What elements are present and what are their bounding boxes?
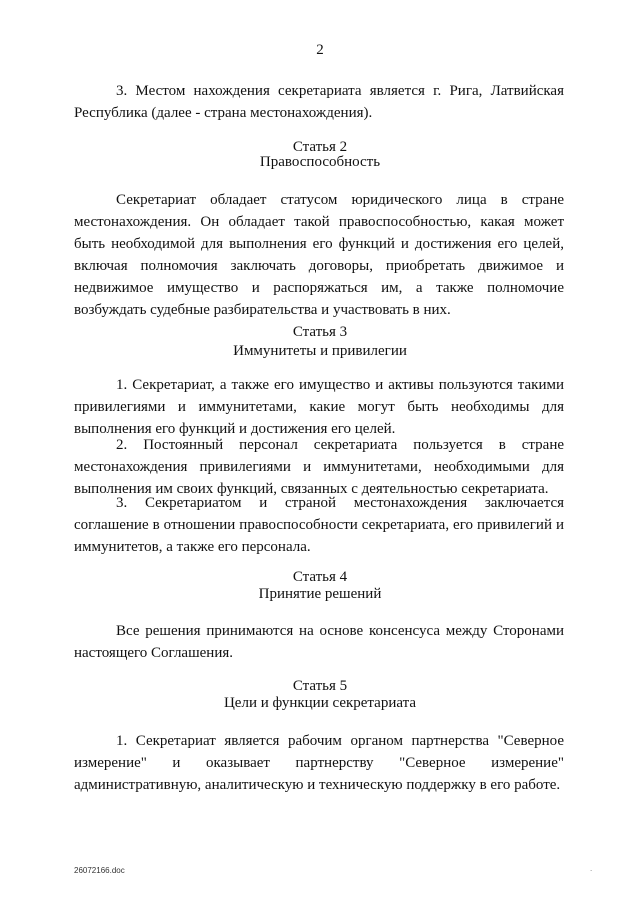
article-3-number: Статья 3 — [292, 324, 348, 340]
article-4-title: Принятие решений — [258, 586, 382, 602]
article-5-number: Статья 5 — [292, 678, 348, 694]
article-5-title: Цели и функции секретариата — [223, 695, 417, 711]
article-3-paragraph-2: 2. Постоянный персонал секретариата пользуется в стране местонахождения привилегиями и иммунитетами, необходимыми для выполнения им своих функций, связанных с деятельностью секретариата. — [74, 437, 564, 497]
footer-mark: . — [590, 864, 593, 873]
article-2-text: Секретариат обладает статусом юридического лица в стране местонахождения. Он обладает такой правоспособностью, какая может быть необходимой для выполнения его функций и достижения его целей, включая полномочия заключать договоры, приобретать движимое и недвижимое имущество и распоряжаться им, а также полномочие возбуждать судебные разбирательства и участвовать в них. — [74, 192, 564, 318]
article-3-paragraph-1: 1. Секретариат, а также его имущество и активы пользуются такими привилегиями и иммунитетами, какие могут быть необходимы для выполнения его функций и достижения его целей. — [74, 377, 564, 437]
article-5-paragraph-1: 1. Секретариат является рабочим органом партнерства "Северное измерение" и оказывает партнерству "Северное измерение" административную, аналитическую и техническую поддержку в его работе. — [74, 733, 564, 793]
article-4-number: Статья 4 — [292, 569, 348, 585]
footer-filename: 26072166.doc — [74, 866, 125, 875]
article-2-number: Статья 2 — [292, 139, 348, 155]
article-3-title: Иммунитеты и привилегии — [233, 343, 407, 359]
article-4-text: Все решения принимаются на основе консенсуса между Сторонами настоящего Соглашения. — [74, 623, 564, 661]
article-3-paragraph-3: 3. Секретариатом и страной местонахождения заключается соглашение в отношении правоспособности секретариата, его привилегий и иммунитетов, а также его персонала. — [74, 495, 564, 555]
article-2-title: Правоспособность — [259, 154, 381, 170]
page-number: 2 — [316, 42, 324, 58]
paragraph-location: 3. Местом нахождения секретариата является г. Рига, Латвийская Республика (далее - страна местонахождения). — [74, 83, 564, 121]
